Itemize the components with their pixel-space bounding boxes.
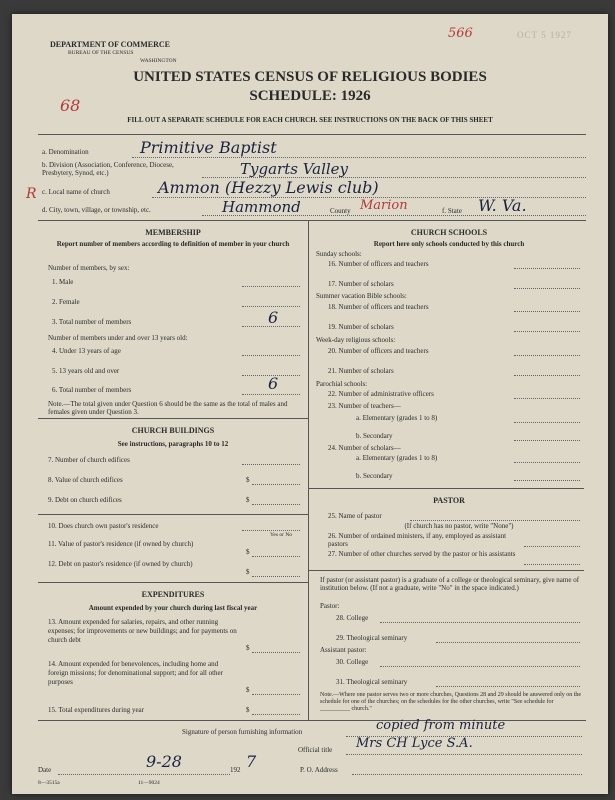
- q23-label: 23. Number of teachers—: [328, 402, 401, 410]
- q29-label: 29. Theological seminary: [336, 634, 408, 642]
- q24a-label: a. Elementary (grades 1 to 8): [356, 454, 438, 462]
- summer-label: Summer vacation Bible schools:: [316, 292, 407, 300]
- denomination-value: Primitive Baptist: [140, 138, 277, 157]
- expenditures-title: EXPENDITURES: [141, 590, 205, 599]
- q11-dollar: $: [246, 548, 250, 556]
- q7-label: 7. Number of church edifices: [48, 456, 130, 464]
- schedule-title: SCHEDULE: 1926: [249, 88, 371, 104]
- q4-label: 4. Under 13 years of age: [52, 347, 121, 355]
- q5-label: 5. 13 years old and over: [52, 367, 120, 375]
- q21-label: 21. Number of scholars: [328, 367, 394, 375]
- q17-label: 17. Number of scholars: [328, 280, 394, 288]
- signature-value: copied from minute: [376, 718, 506, 733]
- q14-dollar: $: [246, 686, 250, 694]
- membership-sub: Report number of members according to definition of member in your church: [56, 240, 290, 248]
- q15-dollar: $: [246, 706, 250, 714]
- q8-dollar: $: [246, 476, 250, 484]
- by-sex-label: Number of members, by sex:: [48, 264, 130, 272]
- county-label: County: [330, 207, 351, 215]
- margin-mark: R: [26, 186, 37, 202]
- state-label: f. State: [442, 207, 462, 215]
- weekday-label: Week-day religious schools:: [316, 336, 396, 344]
- red-number: 68: [60, 96, 81, 115]
- yes-no-hint: Yes or No: [270, 532, 293, 538]
- schools-title: CHURCH SCHOOLS: [410, 228, 488, 237]
- church-name-label: c. Local name of church: [42, 188, 110, 196]
- stamp-number: 566: [448, 26, 473, 41]
- parochial-label: Parochial schools:: [316, 380, 368, 388]
- city-label-field: d. City, town, village, or township, etc.: [42, 206, 151, 214]
- year-prefix: 192: [230, 766, 241, 774]
- department-label: DEPARTMENT OF COMMERCE: [50, 40, 171, 49]
- q31-label: 31. Theological seminary: [336, 678, 408, 686]
- division-value: Tygarts Valley: [240, 160, 349, 178]
- q30-label: 30. College: [336, 658, 369, 666]
- state-value: W. Va.: [478, 196, 527, 215]
- q13-label: 13. Amount expended for salaries, repairs, and other running expenses; for improvements or new buildings; and for payments on church debt: [48, 618, 237, 644]
- pastor-label: Pastor:: [320, 602, 340, 610]
- pastor-title: PASTOR: [433, 496, 465, 505]
- q6-value: 6: [268, 374, 279, 393]
- schools-sub: Report here only schools conducted by this church: [373, 240, 525, 248]
- q26-label: 26. Number of ordained ministers, if any, employed as assistant pastors: [328, 532, 507, 548]
- q3-value: 6: [268, 308, 279, 327]
- q25-hint: (If church has no pastor, write "None"): [404, 522, 514, 530]
- q1-label: 1. Male: [52, 278, 74, 286]
- q10-label: 10. Does church own pastor's residence: [48, 522, 159, 530]
- q9-label: 9. Debt on church edifices: [48, 496, 122, 504]
- expenditures-sub: Amount expended by your church during last fiscal year: [88, 604, 258, 612]
- date-stamp: OCT 5 1927: [517, 30, 572, 40]
- church-name-value: Ammon (Hezzy Lewis club): [158, 178, 379, 197]
- q2-label: 2. Female: [52, 298, 80, 306]
- date-label: Date: [38, 766, 52, 774]
- denomination-label: a. Denomination: [42, 148, 89, 156]
- q22-label: 22. Number of administrative officers: [328, 390, 434, 398]
- age-head-label: Number of members under and over 13 years old:: [48, 334, 188, 342]
- q12-label: 12. Debt on pastor's residence (if owned by church): [48, 560, 193, 568]
- q19-label: 19. Number of scholars: [328, 323, 394, 331]
- date-value: 9-28: [146, 752, 182, 771]
- form-number: 8—3515a: [38, 780, 60, 786]
- city-label: WASHINGTON: [140, 58, 177, 64]
- q20-label: 20. Number of officers and teachers: [328, 347, 429, 355]
- q28-label: 28. College: [336, 614, 369, 622]
- official-title-label: Official title: [298, 746, 333, 754]
- q11-label: 11. Value of pastor's residence (if owned by church): [48, 540, 194, 548]
- q24b-label: b. Secondary: [356, 472, 393, 480]
- q9-dollar: $: [246, 496, 250, 504]
- q23a-label: a. Elementary (grades 1 to 8): [356, 414, 438, 422]
- assistant-pastor-label: Assistant pastor:: [320, 646, 367, 654]
- bureau-label: BUREAU OF THE CENSUS: [68, 50, 134, 56]
- county-value: Marion: [360, 198, 408, 213]
- q16-label: 16. Number of officers and teachers: [328, 260, 429, 268]
- city-value: Hammond: [222, 198, 301, 216]
- q13-dollar: $: [246, 644, 250, 652]
- q25-label: 25. Name of pastor: [328, 512, 382, 520]
- buildings-title: CHURCH BUILDINGS: [131, 426, 215, 435]
- q6-label: 6. Total number of members: [52, 386, 132, 394]
- q12-dollar: $: [246, 568, 250, 576]
- q14-label: 14. Amount expended for benevolences, including home and foreign missions; for denominational support; and for all other purposes: [48, 660, 223, 686]
- form-title: UNITED STATES CENSUS OF RELIGIOUS BODIES: [133, 69, 487, 85]
- po-address-label: P. O. Address: [300, 766, 338, 774]
- year-value: 7: [246, 752, 257, 771]
- division-label: b. Division (Association, Conference, Diocese, Presbytery, Synod, etc.): [42, 161, 174, 177]
- q18-label: 18. Number of officers and teachers: [328, 303, 429, 311]
- pastor-note: Note.—Where one pastor serves two or more churches, Questions 28 and 29 should be answered only on the schedule for one of the churches; on the schedules for the other churches, write "See schedule for __________ church.": [320, 692, 582, 712]
- census-schedule-page: [12, 14, 608, 794]
- sunday-label: Sunday schools:: [316, 250, 362, 258]
- q15-label: 15. Total expenditures during year: [48, 706, 144, 714]
- membership-note: Note.—The total given under Question 6 should be the same as the total of males and females given under Question 3.: [48, 400, 288, 416]
- signature-label: Signature of person furnishing information: [182, 728, 303, 736]
- instruction-line: FILL OUT A SEPARATE SCHEDULE FOR EACH CHURCH. SEE INSTRUCTIONS ON THE BACK OF THIS SHEET: [127, 116, 493, 124]
- q27-label: 27. Number of other churches served by the pastor or his assistants: [328, 550, 516, 558]
- college-note: If pastor (or assistant pastor) is a graduate of a college or theological seminary, give name of institution below. (If not a graduate, write "No" in the space indicated.): [320, 576, 580, 592]
- print-number: 11—9024: [138, 780, 160, 786]
- official-title-value: Mrs CH Lyce S.A.: [356, 736, 473, 751]
- membership-title: MEMBERSHIP: [145, 228, 201, 237]
- q23b-label: b. Secondary: [356, 432, 393, 440]
- q8-label: 8. Value of church edifices: [48, 476, 123, 484]
- q24-label: 24. Number of scholars—: [328, 444, 401, 452]
- q3-label: 3. Total number of members: [52, 318, 132, 326]
- buildings-sub: See instructions, paragraphs 10 to 12: [117, 440, 229, 448]
